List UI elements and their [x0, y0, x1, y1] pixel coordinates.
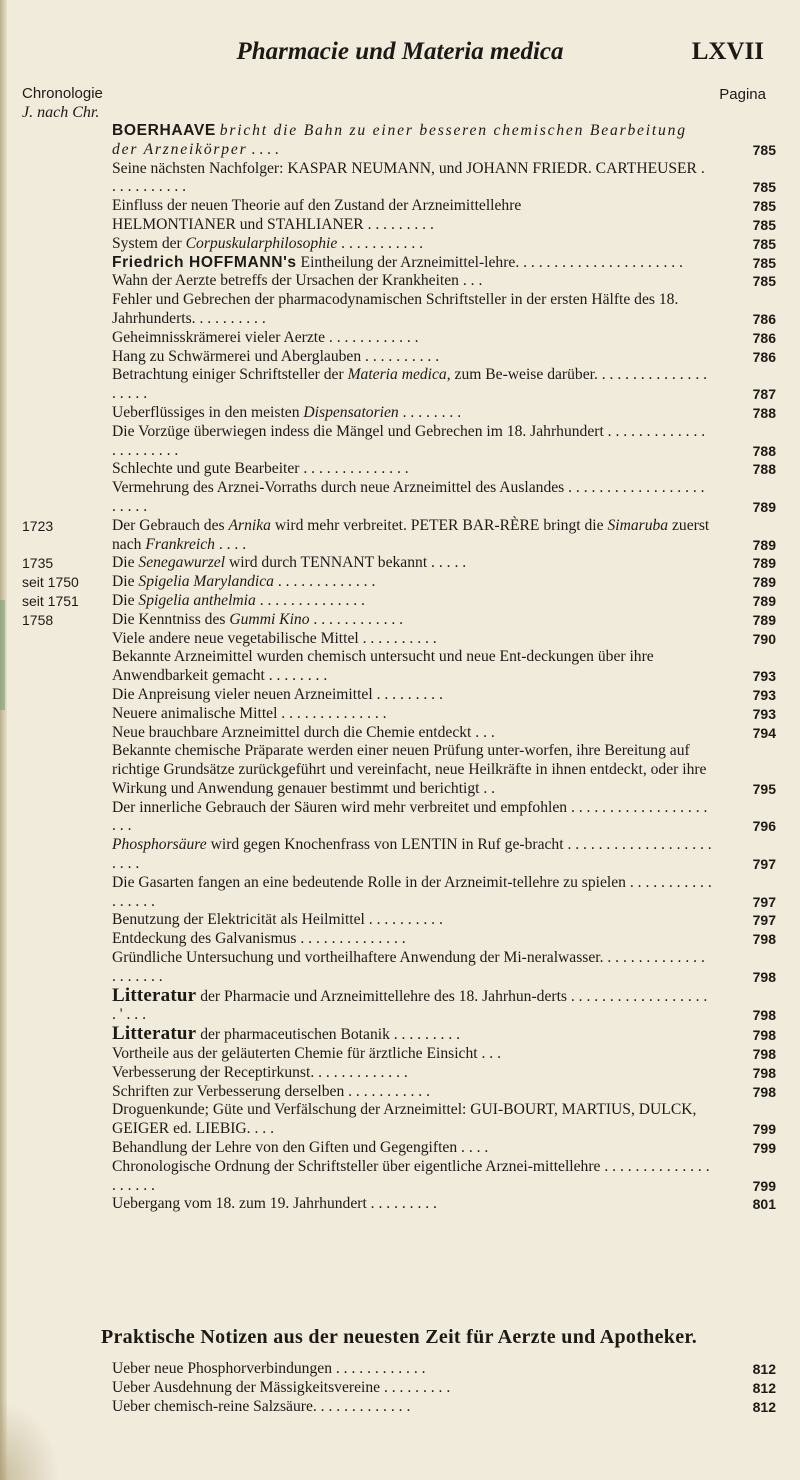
chronology-column-header: [22, 84, 103, 122]
entry-text: BOERHAAVE bricht die Bahn zu einer besseren chemischen Bearbeitung der Arzneikörper . . . .: [112, 122, 687, 158]
toc-entry: [22, 1139, 776, 1158]
entry-text: Wahn der Aerzte betreffs der Ursachen der Krankheiten . . .: [112, 272, 483, 290]
entry-text: Droguenkunde; Güte und Verfälschung der Arzneimittel: GUI-BOURT, MARTIUS, DULCK, GEIGER ed. LIEBIG. . . .: [112, 1101, 697, 1138]
entry-page-number: 799: [752, 1140, 776, 1157]
entry-text: Entdeckung des Galvanismus . . . . . . . . . . . . . .: [112, 930, 406, 948]
entry-page-number: 793: [752, 686, 776, 703]
entry-page-number: 798: [752, 1083, 776, 1100]
entry-text: Bekannte chemische Präparate werden einer neuen Prüfung unter-worfen, ihre Bereitung auf richtige Grundsätze zurückgeführt und vereinfacht, neue Heilkräfte in ihnen entdeckt, oder ihre Wirkung und Anwendung genauer bestimmt und berichtigt . .: [112, 742, 707, 797]
section-entry: [22, 1398, 776, 1417]
entry-page-number: 798: [752, 968, 776, 985]
entry-text: Seine nächsten Nachfolger: KASPAR NEUMANN, und JOHANN FRIEDR. CARTHEUSER . . . . . . . . . . .: [112, 159, 705, 196]
toc-entry: [22, 479, 776, 517]
entry-text: Litteratur der Pharmacie und Arzneimittellehre des 18. Jahrhun-derts . . . . . . . . . . . . . . . . . . . ' . . .: [112, 984, 708, 1024]
toc-entry: [22, 686, 776, 705]
entry-page-number: 786: [752, 329, 776, 346]
toc-entry: [22, 630, 776, 649]
entry-text: Friedrich HOFFMANN's Eintheilung der Arzneimittel-lehre. . . . . . . . . . . . . . . . . . . . . .: [112, 253, 683, 271]
entry-text: Hang zu Schwärmerei und Aberglauben . . . . . . . . . .: [112, 347, 440, 365]
entry-text: Verbesserung der Receptirkunst. . . . . . . . . . . . .: [112, 1063, 408, 1081]
entry-page-number: 799: [752, 1177, 776, 1194]
entry-text: Litteratur der pharmaceutischen Botanik . . . . . . . . .: [112, 1023, 461, 1045]
toc-entry: [22, 799, 776, 837]
entry-page-number: 788: [752, 442, 776, 459]
entry-text: Ueber Ausdehnung der Mässigkeitsvereine . . . . . . . . .: [112, 1378, 451, 1396]
chronology-label: Chronologie: [22, 85, 103, 102]
toc-entry: [22, 1195, 776, 1214]
toc-entry: [22, 366, 776, 404]
toc-entry: [22, 554, 776, 573]
toc-entry: [22, 160, 776, 198]
entry-text: Viele andere neue vegetabilische Mittel . . . . . . . . . .: [112, 629, 437, 647]
toc-entry: [22, 517, 776, 555]
section-contents: [22, 1360, 776, 1416]
toc-entry: [22, 329, 776, 348]
entry-page-number: 788: [752, 461, 776, 478]
page-gutter-shadow: [0, 0, 7, 1480]
entry-page-number: 785: [752, 141, 776, 158]
entry-page-number: 801: [752, 1196, 776, 1213]
entry-page-number: 789: [752, 592, 776, 609]
entry-page-number: 793: [752, 705, 776, 722]
entry-text: Uebergang vom 18. zum 19. Jahrhundert . . . . . . . . .: [112, 1195, 437, 1213]
toc-entry: [22, 1025, 776, 1045]
entry-text: Fehler und Gebrechen der pharmacodynamischen Schriftsteller in der ersten Hälfte des 18. Jahrhunderts. . . . . . . . . .: [112, 291, 679, 327]
entry-page-number: 789: [752, 536, 776, 553]
toc-entry: [22, 724, 776, 743]
entry-page-number: 812: [752, 1379, 776, 1396]
entry-page-number: 798: [752, 1064, 776, 1081]
entry-page-number: 789: [752, 611, 776, 628]
entry-text: Die Spigelia anthelmia . . . . . . . . . . . . . .: [112, 591, 365, 609]
entry-page-number: 795: [752, 780, 776, 797]
entry-text: Bekannte Arzneimittel wurden chemisch untersucht und neue Ent-deckungen über ihre Anwendbarkeit gemacht . . . . . . . .: [112, 648, 654, 685]
entry-text: Phosphorsäure wird gegen Knochenfrass von LENTIN in Ruf ge-bracht . . . . . . . . . . . . . . . . . . . . . . .: [112, 836, 712, 873]
toc-entry: [22, 272, 776, 291]
entry-page-number: 812: [752, 1361, 776, 1377]
entry-text: Vermehrung des Arznei-Vorraths durch neue Arzneimittel des Auslandes . . . . . . . . . . . . . . . . . . . . . . .: [112, 479, 705, 515]
toc-entry: [22, 611, 776, 630]
entry-date: seit 1750: [22, 574, 79, 591]
section-heading: Praktische Notizen aus der neuesten Zeit für Aerzte und Apotheker.: [100, 1326, 698, 1348]
entry-page-number: 797: [752, 893, 776, 910]
toc-entry: [22, 836, 776, 874]
page-number: LXVII: [691, 38, 764, 65]
entry-page-number: 798: [752, 1007, 776, 1024]
pagina-column-header: Pagina: [719, 86, 766, 103]
entry-page-number: 797: [752, 856, 776, 873]
toc-entry: [22, 423, 776, 461]
toc-entry: [22, 648, 776, 686]
entry-text: Der innerliche Gebrauch der Säuren wird mehr verbreitet und empfohlen . . . . . . . . . . . . . . . . . . . . .: [112, 798, 708, 835]
toc-entry: [22, 874, 776, 912]
entry-text: Der Gebrauch des Arnika wird mehr verbreitet. PETER BAR-RÈRE bringt die Simaruba zuerst nach Frankreich . . . .: [112, 516, 710, 553]
toc-entry: [22, 197, 776, 216]
toc-entry: [22, 573, 776, 592]
toc-entry: [22, 348, 776, 367]
entry-text: Neue brauchbare Arzneimittel durch die Chemie entdeckt . . .: [112, 723, 495, 741]
entry-page-number: 794: [752, 724, 776, 741]
entry-page-number: 785: [752, 235, 776, 252]
entry-page-number: 789: [752, 498, 776, 515]
entry-date: 1723: [22, 517, 54, 534]
toc-entry: [22, 122, 776, 160]
entry-text: Gründliche Untersuchung und vortheilhaftere Anwendung der Mi-neralwasser. . . . . . . . . . . . . . . . . . . . .: [112, 949, 705, 985]
entry-page-number: 796: [752, 818, 776, 835]
chronology-sub-label: J. nach Chr.: [22, 104, 100, 121]
entry-page-number: 799: [752, 1121, 776, 1138]
toc-entry: [22, 949, 776, 987]
entry-page-number: 785: [752, 273, 776, 290]
toc-entry: [22, 705, 776, 724]
table-of-contents: [22, 122, 776, 1214]
entry-page-number: 785: [752, 179, 776, 196]
toc-entry: [22, 216, 776, 235]
toc-entry: [22, 1101, 776, 1139]
entry-page-number: 812: [752, 1398, 776, 1415]
entry-text: Vortheile aus der geläuterten Chemie für ärztliche Einsicht . . .: [112, 1045, 501, 1063]
toc-entry: [22, 1158, 776, 1196]
running-title: Pharmacie und Materia medica: [236, 38, 564, 65]
entry-text: Ueber chemisch-reine Salzsäure. . . . . . . . . . . . .: [112, 1397, 411, 1415]
toc-entry: [22, 235, 776, 254]
entry-text: Schlechte und gute Bearbeiter . . . . . . . . . . . . . .: [112, 460, 409, 478]
toc-entry: [22, 460, 776, 479]
entry-date: 1735: [22, 555, 54, 572]
entry-text: Die Vorzüge überwiegen indess die Mängel und Gebrechen im 18. Jahrhundert . . . . . . . . . . . . . . . . . . . . . .: [112, 422, 706, 459]
entry-text: Chronologische Ordnung der Schriftsteller über eigentliche Arznei-mittellehre . . . . . . . . . . . . . . . . . . . .: [112, 1157, 710, 1194]
entry-page-number: 789: [752, 555, 776, 572]
entry-page-number: 786: [752, 348, 776, 365]
entry-text: HELMONTIANER und STAHLIANER . . . . . . . . .: [112, 215, 434, 233]
entry-page-number: 797: [752, 912, 776, 929]
entry-text: Behandlung der Lehre von den Giften und Gegengiften . . . .: [112, 1139, 489, 1157]
entry-page-number: 798: [752, 931, 776, 948]
toc-entry: [22, 930, 776, 949]
entry-text: Die Spigelia Marylandica . . . . . . . . . . . . .: [112, 573, 376, 591]
toc-entry: [22, 291, 776, 329]
section-entry: [22, 1360, 776, 1379]
toc-entry: [22, 742, 776, 798]
entry-page-number: 790: [752, 630, 776, 647]
entry-text: Geheimnisskrämerei vieler Aerzte . . . . . . . . . . . .: [112, 328, 419, 346]
entry-text: Ueberflüssiges in den meisten Dispensatorien . . . . . . . .: [112, 403, 462, 421]
entry-text: Die Anpreisung vieler neuen Arzneimittel . . . . . . . . .: [112, 685, 443, 703]
entry-page-number: 788: [752, 404, 776, 421]
toc-entry: [22, 911, 776, 930]
section-entry: [22, 1379, 776, 1398]
entry-page-number: 785: [752, 254, 776, 271]
entry-text: Die Gasarten fangen an eine bedeutende Rolle in der Arzneimit-tellehre zu spielen . . . . . . . . . . . . . . . . .: [112, 873, 712, 910]
entry-text: Benutzung der Elektricität als Heilmittel . . . . . . . . . .: [112, 911, 443, 929]
toc-entry: [22, 984, 776, 1026]
entry-page-number: 785: [752, 198, 776, 215]
entry-date: 1758: [22, 611, 54, 628]
toc-entry: [22, 1045, 776, 1064]
entry-page-number: 787: [752, 386, 776, 403]
entry-page-number: 793: [752, 668, 776, 685]
entry-page-number: 785: [752, 216, 776, 233]
entry-text: Die Senegawurzel wird durch TENNANT bekannt . . . . .: [112, 554, 467, 572]
entry-text: System der Corpuskularphilosophie . . . . . . . . . . .: [112, 234, 424, 252]
toc-entry: [22, 1064, 776, 1083]
running-header: [0, 36, 800, 82]
entry-text: Neuere animalische Mittel . . . . . . . . . . . . . .: [112, 704, 387, 722]
entry-page-number: 789: [752, 574, 776, 591]
toc-entry: [22, 1083, 776, 1102]
margin-marker: [0, 600, 5, 710]
entry-date: seit 1751: [22, 592, 79, 609]
entry-text: Die Kenntniss des Gummi Kino . . . . . . . . . . . .: [112, 610, 404, 628]
toc-entry: [22, 404, 776, 423]
entry-page-number: 786: [752, 310, 776, 327]
entry-text: Betrachtung einiger Schriftsteller der Materia medica, zum Be-weise darüber. . . . . . . . . . . . . . . . . . . .: [112, 366, 708, 403]
entry-text: Ueber neue Phosphorverbindungen . . . . . . . . . . . .: [112, 1360, 426, 1377]
entry-page-number: 798: [752, 1027, 776, 1044]
toc-entry: [22, 254, 776, 273]
toc-entry: [22, 592, 776, 611]
entry-text: Einfluss der neuen Theorie auf den Zustand der Arzneimittellehre: [112, 197, 522, 215]
entry-text: Schriften zur Verbesserung derselben . . . . . . . . . . .: [112, 1082, 431, 1100]
entry-page-number: 798: [752, 1046, 776, 1063]
